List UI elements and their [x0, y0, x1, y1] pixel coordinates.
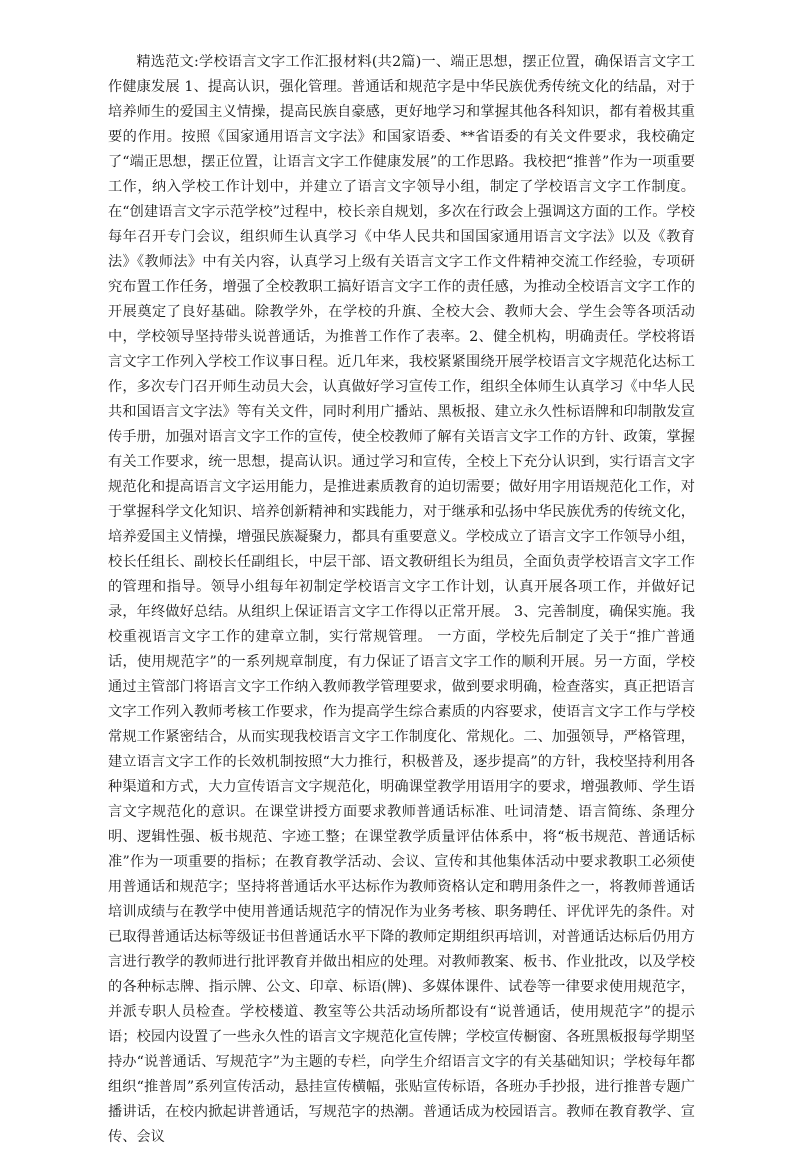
document-page — [108, 50, 695, 1150]
body-paragraph: 精选范文:学校语言文字工作汇报材料(共2篇)一、端正思想，摆正位置，确保语言文字工作健康发展 1、提高认识，强化管理。普通话和规范字是中华民族优秀传统文化的结晶，对于培养师生的爱国主义情操，提高民族自豪感，更好地学习和掌握其他各科知识，都有着极其重要的作用。按照《国家通用语言文字法》和国家语委、**省语委的有关文件要求，我校确定了“端正思想，摆正位置，让语言文字工作健康发展”的工作思路。我校把“推普”作为一项重要工作，纳入学校工作计划中，并建立了语言文字领导小组，制定了学校语言文字工作制度。在“创建语言文字示范学校”过程中，校长亲自规划，多次在行政会上强调这方面的工作。学校每年召开专门会议，组织师生认真学习《中华人民共和国国家通用语言文字法》以及《教育法》《教师法》中有关内容，认真学习上级有关语言文字工作文件精神交流工作经验，专项研究布置工作任务，增强了全校教职工搞好语言文字工作的责任感，为推动全校语言文字工作的开展奠定了良好基础。除教学外，在学校的升旗、全校大会、教师大会、学生会等各项活动中，学校领导坚持带头说普通话，为推普工作作了表率。2、健全机构，明确责任。学校将语言文字工作列入学校工作议事日程。近几年来，我校紧紧围绕开展学校语言文字规范化达标工作，多次专门召开师生动员大会，认真做好学习宣传工作，组织全体师生认真学习《中华人民共和国语言文字法》等有关文件，同时利用广播站、黑板报、建立永久性标语牌和印制散发宣传手册，加强对语言文字工作的宣传，使全校教师了解有关语言文字工作的方针、政策，掌握有关工作要求，统一思想，提高认识。通过学习和宣传，全校上下充分认识到，实行语言文字规范化和提高语言文字运用能力，是推进素质教育的迫切需要；做好用字用语规范化工作，对于掌握科学文化知识、培养创新精神和实践能力，对于继承和弘扬中华民族优秀的传统文化，培养爱国主义情操，增强民族凝聚力，都具有重要意义。学校成立了语言文字工作领导小组，校长任组长、副校长任副组长，中层干部、语文教研组长为组员，全面负责学校语言文字工作的管理和指导。领导小组每年初制定学校语言文字工作计划，认真开展各项工作，并做好记录，年终做好总结。从组织上保证语言文字工作得以正常开展。 3、完善制度，确保实施。我校重视语言文字工作的建章立制，实行常规管理。 一方面，学校先后制定了关于“推广普通话，使用规范字”的一系列规章制度，有力保证了语言文字工作的顺利开展。另一方面，学校通过主管部门将语言文字工作纳入教师教学管理要求，做到要求明确，检查落实，真正把语言文字工作列入教师考核工作要求，作为提高学生综合素质的内容要求，使语言文字工作与学校常规工作紧密结合，从而实现我校语言文字工作制度化、常规化。二、加强领导，严格管理，建立语言文字工作的长效机制按照“大力推行，积极普及，逐步提高”的方针，我校坚持利用各种渠道和方式，大力宣传语言文字规范化，明确课堂教学用语用字的要求，增强教师、学生语言文字规范化的意识。在课堂讲授方面要求教师普通话标准、吐词清楚、语言简练、条理分明、逻辑性强、板书规范、字迹工整；在课堂教学质量评估体系中，将“板书规范、普通话标准”作为一项重要的指标；在教育教学活动、会议、宣传和其他集体活动中要求教职工必须使用普通话和规范字；坚持将普通话水平达标作为教师资格认定和聘用条件之一，将教师普通话培训成绩与在教学中使用普通话规范字的情况作为业务考核、职务聘任、评优评先的条件。对已取得普通话达标等级证书但普通话水平下降的教师定期组织再培训，对普通话达标后仍用方言进行教学的教师进行批评教育并做出相应的处理。对教师教案、板书、作业批改，以及学校的各种标志牌、指示牌、公文、印章、标语(牌)、多媒体课件、试卷等一律要求使用规范字，并派专职人员检查。学校楼道、教室等公共活动场所都设有“说普通话，使用规范字”的提示语；校园内设置了一些永久性的语言文字规范化宣传牌；学校宣传橱窗、各班黑板报每学期坚持办“说普通话、写规范字”为主题的专栏，向学生介绍语言文字的有关基础知识；学校每年都组织“推普周”系列宣传活动，悬挂宣传横幅，张贴宣传标语，各班办手抄报，进行推普专题广播讲话，在校内掀起讲普通话，写规范字的热潮。普通话成为校园语言。教师在教育教学、宣传、会议 — [108, 54, 695, 1145]
